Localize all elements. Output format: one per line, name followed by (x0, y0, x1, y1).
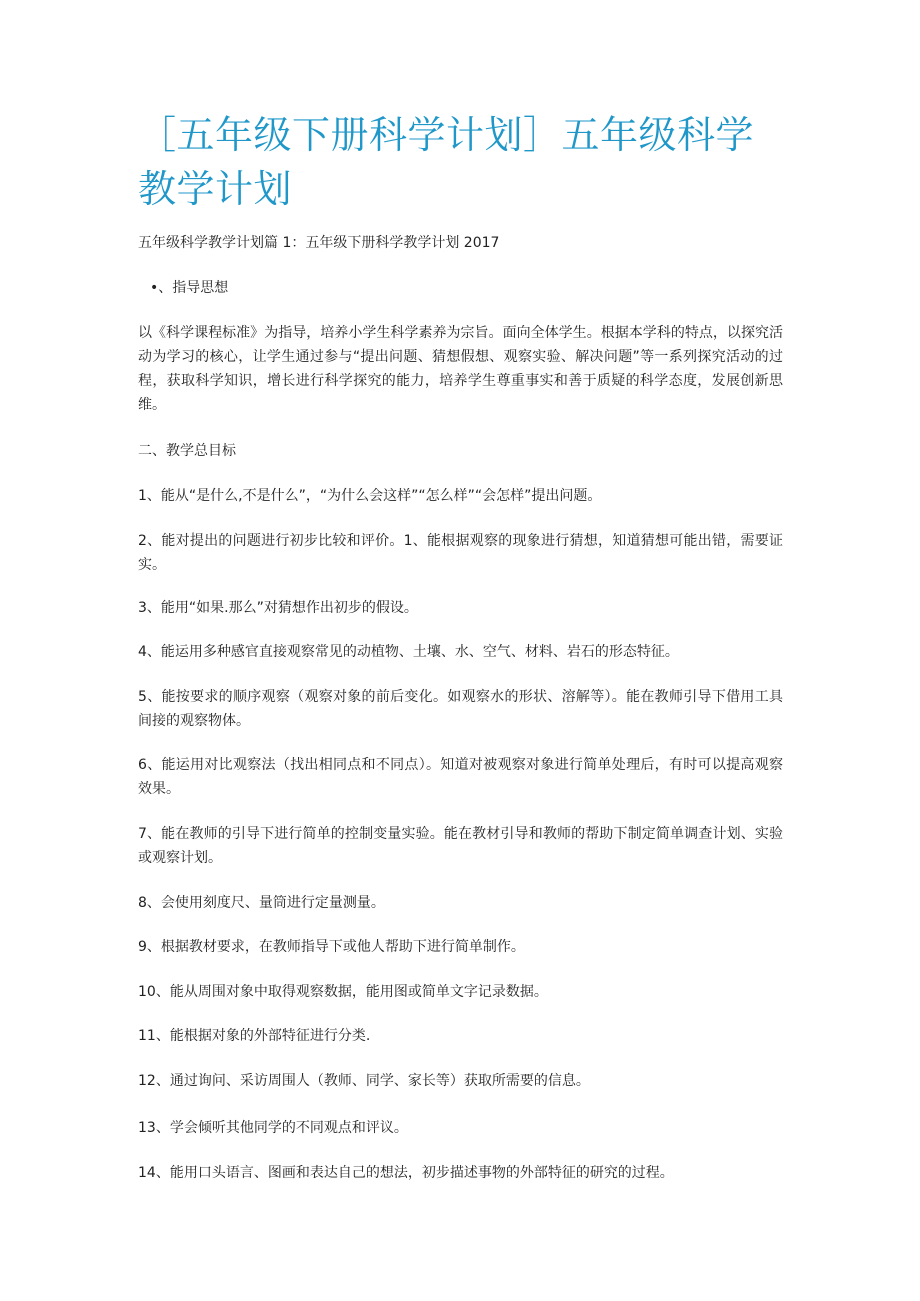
document-subtitle: 五年级科学教学计划篇 1：五年级下册科学教学计划 2017 (138, 235, 500, 251)
goal-item-13: 13、学会倾听其他同学的不同观点和评议。 (138, 1120, 408, 1136)
guiding-paragraph: 以《科学课程标准》为指导，培养小学生科学素养为宗旨。面向全体学生。根据本学科的特点，以探究活动为学习的核心，让学生通过参与“提出问题、猜想假想、观察实验、解决问题”等一系列探究活动的过程，获取科学知识，增长进行科学探究的能力，培养学生尊重事实和善于质疑的科学态度，发展创新思维。 (138, 325, 783, 413)
goal-item-3: 3、能用“如果.那么”对猜想作出初步的假设。 (138, 600, 418, 616)
goal-item-5: 5、能按要求的顺序观察（观察对象的前后变化。如观察水的形状、溶解等）。能在教师引导下借用工具间接的观察物体。 (138, 689, 783, 729)
goal-item-4: 4、能运用多种感官直接观察常见的动植物、土壤、水、空气、材料、岩石的形态特征。 (138, 644, 679, 660)
goal-item-8: 8、会使用刻度尺、量筒进行定量测量。 (138, 895, 385, 911)
goal-item-6: 6、能运用对比观察法（找出相同点和不同点）。知道对被观察对象进行简单处理后，有时可以提高观察效果。 (138, 757, 783, 797)
goal-item-2: 2、能对提出的问题进行初步比较和评价。1、能根据观察的现象进行猜想，知道猜想可能出错，需要证实。 (138, 533, 783, 573)
goal-item-1: 1、能从“是什么,不是什么”，“为什么会这样”“怎么样”“会怎样”提出问题。 (138, 488, 602, 504)
section-heading-guiding: •、指导思想 (150, 280, 229, 296)
goal-item-12: 12、通过询问、采访周围人（教师、同学、家长等）获取所需要的信息。 (138, 1073, 590, 1089)
section-heading-goals: 二、教学总目标 (138, 443, 236, 459)
goal-item-9: 9、根据教材要求，在教师指导下或他人帮助下进行简单制作。 (138, 939, 525, 955)
goal-item-14: 14、能用口头语言、图画和表达自己的想法，初步描述事物的外部特征的研究的过程。 (138, 1165, 674, 1181)
goal-item-11: 11、能根据对象的外部特征进行分类. (138, 1028, 371, 1044)
document-title: ［五年级下册科学计划］五年级科学教学计划 (138, 113, 755, 211)
goal-item-7: 7、能在教师的引导下进行简单的控制变量实验。能在教材引导和教师的帮助下制定简单调查计划、实验或观察计划。 (138, 826, 783, 866)
goal-item-10: 10、能从周围对象中取得观察数据，能用图或简单文字记录数据。 (138, 984, 548, 1000)
